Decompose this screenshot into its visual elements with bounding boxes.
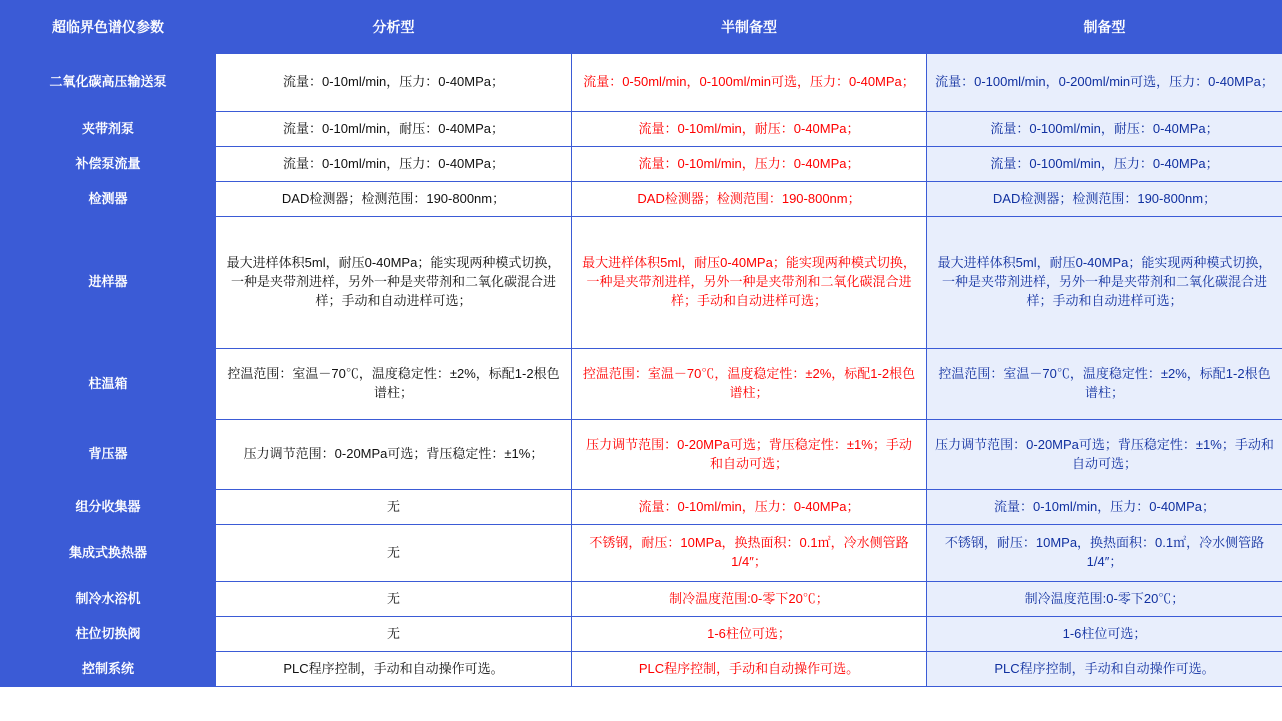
cell-semi-prep: 流量：0-10ml/min，压力：0-40MPa；	[572, 490, 927, 525]
table-row	[1, 217, 1282, 349]
table-row	[1, 349, 1282, 420]
table-row	[1, 147, 1282, 182]
row-label: 夹带剂泵	[1, 112, 216, 147]
cell-semi-prep: 压力调节范围：0-20MPa可选；背压稳定性：±1%；手动和自动可选；	[572, 420, 927, 490]
cell-semi-prep: 流量：0-10ml/min，耐压：0-40MPa；	[572, 112, 927, 147]
cell-prep: 控温范围：室温－70℃，温度稳定性：±2%，标配1-2根色谱柱；	[927, 349, 1282, 420]
cell-prep: 流量：0-100ml/min，压力：0-40MPa；	[927, 147, 1282, 182]
cell-analytic: 无	[216, 617, 572, 652]
row-label: 组分收集器	[1, 490, 216, 525]
row-label: 补偿泵流量	[1, 147, 216, 182]
row-label: 进样器	[1, 217, 216, 349]
cell-prep: 制冷温度范围:0-零下20℃；	[927, 582, 1282, 617]
table-row	[1, 420, 1282, 490]
cell-prep: DAD检测器；检测范围：190-800nm；	[927, 182, 1282, 217]
cell-analytic: 压力调节范围：0-20MPa可选；背压稳定性：±1%；	[216, 420, 572, 490]
table-row	[1, 490, 1282, 525]
cell-analytic: 无	[216, 490, 572, 525]
cell-semi-prep: 最大进样体积5ml，耐压0-40MPa；能实现两种模式切换，一种是夹带剂进样，另外一种是夹带剂和二氧化碳混合进样；手动和自动进样可选；	[572, 217, 927, 349]
cell-prep: 流量：0-100ml/min，0-200ml/min可选，压力：0-40MPa；	[927, 54, 1282, 112]
cell-analytic: 无	[216, 582, 572, 617]
column-header-analytic: 分析型	[216, 1, 572, 54]
row-label: 控制系统	[1, 652, 216, 687]
cell-prep: 流量：0-100ml/min，耐压：0-40MPa；	[927, 112, 1282, 147]
table-row	[1, 182, 1282, 217]
cell-analytic: 控温范围：室温－70℃，温度稳定性：±2%，标配1-2根色谱柱；	[216, 349, 572, 420]
cell-semi-prep: DAD检测器；检测范围：190-800nm；	[572, 182, 927, 217]
cell-analytic: 流量：0-10ml/min，压力：0-40MPa；	[216, 147, 572, 182]
table-row	[1, 617, 1282, 652]
row-label: 制冷水浴机	[1, 582, 216, 617]
column-header-parameter: 超临界色谱仪参数	[1, 1, 216, 54]
column-header-prep: 制备型	[927, 1, 1282, 54]
row-label: 柱位切换阀	[1, 617, 216, 652]
cell-semi-prep: 制冷温度范围:0-零下20℃；	[572, 582, 927, 617]
table-row	[1, 582, 1282, 617]
cell-analytic: DAD检测器；检测范围：190-800nm；	[216, 182, 572, 217]
cell-semi-prep: PLC程序控制，手动和自动操作可选。	[572, 652, 927, 687]
cell-semi-prep: 控温范围：室温－70℃，温度稳定性：±2%，标配1-2根色谱柱；	[572, 349, 927, 420]
row-label: 柱温箱	[1, 349, 216, 420]
cell-prep: PLC程序控制，手动和自动操作可选。	[927, 652, 1282, 687]
cell-semi-prep: 流量：0-10ml/min，压力：0-40MPa；	[572, 147, 927, 182]
table-header-row	[1, 1, 1282, 54]
table-row	[1, 112, 1282, 147]
table-row	[1, 54, 1282, 112]
cell-prep: 压力调节范围：0-20MPa可选；背压稳定性：±1%；手动和自动可选；	[927, 420, 1282, 490]
table-row	[1, 525, 1282, 582]
row-label: 集成式换热器	[1, 525, 216, 582]
cell-prep: 流量：0-10ml/min，压力：0-40MPa；	[927, 490, 1282, 525]
column-header-semi-prep: 半制备型	[572, 1, 927, 54]
cell-analytic: 流量：0-10ml/min，压力：0-40MPa；	[216, 54, 572, 112]
cell-analytic: PLC程序控制，手动和自动操作可选。	[216, 652, 572, 687]
row-label: 检测器	[1, 182, 216, 217]
cell-analytic: 无	[216, 525, 572, 582]
row-label: 背压器	[1, 420, 216, 490]
cell-semi-prep: 不锈钢，耐压：10MPa，换热面积：0.1㎡，冷水侧管路1/4″；	[572, 525, 927, 582]
cell-prep: 最大进样体积5ml，耐压0-40MPa；能实现两种模式切换，一种是夹带剂进样，另外一种是夹带剂和二氧化碳混合进样；手动和自动进样可选；	[927, 217, 1282, 349]
row-label: 二氧化碳高压输送泵	[1, 54, 216, 112]
cell-semi-prep: 1-6柱位可选；	[572, 617, 927, 652]
cell-analytic: 最大进样体积5ml，耐压0-40MPa；能实现两种模式切换，一种是夹带剂进样，另外一种是夹带剂和二氧化碳混合进样；手动和自动进样可选；	[216, 217, 572, 349]
cell-prep: 1-6柱位可选；	[927, 617, 1282, 652]
cell-analytic: 流量：0-10ml/min，耐压：0-40MPa；	[216, 112, 572, 147]
cell-prep: 不锈钢，耐压：10MPa，换热面积：0.1㎡，冷水侧管路1/4″；	[927, 525, 1282, 582]
cell-semi-prep: 流量：0-50ml/min，0-100ml/min可选，压力：0-40MPa；	[572, 54, 927, 112]
table-row	[1, 652, 1282, 687]
